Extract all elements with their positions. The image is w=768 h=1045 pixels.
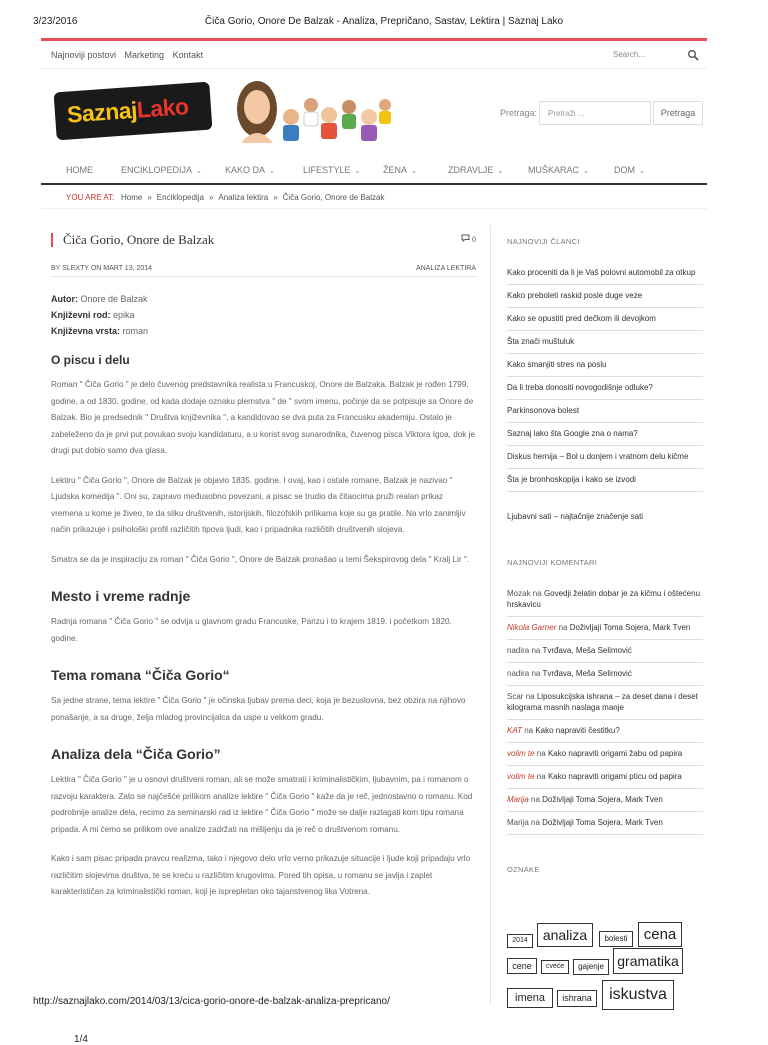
comment-joiner: na xyxy=(558,623,568,632)
comment-joiner: na xyxy=(531,646,541,655)
top-nav-link-marketing[interactable]: Marketing xyxy=(124,50,165,60)
field-label: Autor: xyxy=(51,294,78,304)
tag-link[interactable]: analiza xyxy=(537,923,593,947)
comment-joiner: na xyxy=(525,692,535,701)
chevron-down-icon: ⌄ xyxy=(411,168,417,175)
recent-post-link[interactable]: Da li treba donositi novogodišnje odluke? xyxy=(507,377,703,400)
breadcrumb-home[interactable]: Home xyxy=(121,193,143,202)
breadcrumb-analiza-lektira[interactable]: Analiza lektira xyxy=(218,193,269,202)
comment-author: Scar xyxy=(507,692,524,701)
chevron-down-icon: ⌄ xyxy=(196,168,202,175)
comment-post-link[interactable]: Kako napraviti origami žabu od papira xyxy=(547,749,683,758)
nav-item-home[interactable] xyxy=(66,165,93,175)
comment-author: nadira xyxy=(507,669,530,678)
tag-cloud xyxy=(507,890,703,1004)
print-title: Čiča Gorio, Onore De Balzak - Analiza, Prepričano, Sastav, Lektira | Saznaj Lako xyxy=(204,16,564,27)
comment-author: nadira xyxy=(507,646,530,655)
byline-date: ON MART 13, 2014 xyxy=(90,265,153,272)
recent-posts-list xyxy=(507,262,703,528)
nav-item-zena[interactable] xyxy=(383,165,417,175)
nav-item-label: KAKO DA xyxy=(225,165,266,175)
tag-link[interactable]: ishrana xyxy=(557,990,597,1007)
nav-item-label: ZDRAVLJE xyxy=(448,165,494,175)
comment-item xyxy=(507,720,703,743)
recent-post-link[interactable]: Šta znači muštuluk xyxy=(507,331,703,354)
recent-post-link[interactable]: Šta je bronhoskopija i kako se izvodi xyxy=(507,469,703,492)
tag-link[interactable]: cene xyxy=(507,958,537,974)
comment-post-link[interactable]: Kako napraviti origami pticu od papira xyxy=(547,772,682,781)
breadcrumb-separator-icon: » xyxy=(208,193,214,202)
nav-item-label: LIFESTYLE xyxy=(303,165,351,175)
field-label: Književna vrsta: xyxy=(51,326,121,336)
nav-item-label: MUŠKARAC xyxy=(528,165,580,175)
breadcrumb-path xyxy=(121,193,384,202)
header-search-placeholder: Pretraži ... xyxy=(548,109,585,118)
field-type xyxy=(51,323,476,339)
breadcrumb-label: YOU ARE AT: xyxy=(66,193,115,202)
chevron-down-icon: ⌄ xyxy=(354,168,361,175)
article-category[interactable]: ANALIZA LEKTIRA xyxy=(416,265,476,272)
comment-item xyxy=(507,663,703,686)
comment-post-link[interactable]: Kako napraviti čestitku? xyxy=(535,726,620,735)
section-heading: O piscu i delu xyxy=(51,353,130,367)
comment-item xyxy=(507,766,703,789)
recent-post-link[interactable]: Kako proceniti da li je Vaš polovni automobil za otkup xyxy=(507,262,703,285)
search-icon[interactable] xyxy=(687,49,699,61)
comment-author[interactable]: volim te xyxy=(507,749,535,758)
header-people-illustration xyxy=(227,75,395,143)
field-author xyxy=(51,291,476,307)
field-genre xyxy=(51,307,476,323)
byline-prefix: BY xyxy=(51,265,61,272)
nav-item-label: HOME xyxy=(66,165,93,175)
recent-post-link[interactable]: Kako smanjiti stres na poslu xyxy=(507,354,703,377)
nav-item-label: ENCIKLOPEDIJA xyxy=(121,165,193,175)
nav-item-label: ŽENA xyxy=(383,165,408,175)
logo-text-lako: Lako xyxy=(135,93,190,123)
recent-post-link[interactable]: Diskus hernija – Bol u donjem i vratnom delu kičme xyxy=(507,446,703,469)
comment-post-link[interactable]: Doživljaji Toma Sojera, Mark Tven xyxy=(542,818,663,827)
recent-post-link[interactable]: Ljubavni sati – najtačnije značenje sati xyxy=(507,512,644,521)
paragraph: Smatra se da je inspiraciju za roman " Čiča Gorio ", Onore de Balzak pronašao u temi Šekspirovog dela " Kralj Lir ". xyxy=(51,554,470,564)
comment-icon xyxy=(461,234,470,242)
article-meta xyxy=(51,247,476,277)
brand-header xyxy=(41,69,707,153)
comment-joiner: na xyxy=(531,669,541,678)
breadcrumb xyxy=(41,185,707,209)
recent-post-link[interactable]: Saznaj lako šta Google zna o nama? xyxy=(507,423,703,446)
nav-item-label: DOM xyxy=(614,165,635,175)
print-date: 3/23/2016 xyxy=(33,16,78,27)
comment-author[interactable]: Nikola Garner xyxy=(507,623,557,632)
nav-item-dom[interactable] xyxy=(614,165,645,175)
main-nav xyxy=(41,153,707,185)
top-nav-links xyxy=(51,50,209,60)
paragraph: Kako i sam pisac pripada pravcu realizma, tako i njegovo delo vrlo verno prikazuje situacije i ljude koji pripadaju vrlo različitim slojevima društva, te se kreću u različitim krugovima. Pored tih opisa, u romanu se javlja i zaplet karakterističan za kriminalistički roman, koji je isprepletan oko tajanstvenog lika Votrena. xyxy=(51,854,471,896)
comment-count[interactable] xyxy=(461,233,476,247)
paragraph: Radnja romana " Čiča Gorio " se odvija u glavnom gradu Francuske, Parizu i to krajem 1819. i početkom 1820. godine. xyxy=(51,617,452,643)
paragraph: Lektiru " Čiča Gorio ", Onore de Balzak je objavio 1835. godine. I ovaj, kao i ostale romane, Balzak je nazivao " Ljudska komedija ". Oni su, zapravo međusobno povezani, a pisac se trudio da čitaocima pruži realan prikaz vremena u kome je živeo, te da sliku društvenih, istorijskih, filozofskih prilikama koje su ga pratile. Na vrlo zanimljiv način prikazuje i psihološki profil različitih tipova ljudi, kao i pripadnika različitih društvenih slojeva. xyxy=(51,475,466,534)
site-logo[interactable] xyxy=(54,82,213,141)
recent-post-link[interactable]: Kako se opustiti pred dečkom ili devojkom xyxy=(507,308,703,331)
nav-item-zdravlje[interactable] xyxy=(448,165,503,175)
comment-joiner: na xyxy=(531,818,540,827)
paragraph: Sa jedne strane, tema lektire " Čiča Gorio " je očinska ljubav prema deci, koja je bezuslovna, bez obzira na njihovo ponašanje, a sa druge, želja mladog provincijalca da uspe u velikom gradu. xyxy=(51,696,466,722)
article-title xyxy=(51,233,476,247)
tags-heading: OZNAKE xyxy=(507,865,540,874)
comment-post-link[interactable]: Tvrđava, Meša Selimović xyxy=(542,669,632,678)
tag-link[interactable]: cveće xyxy=(541,960,569,974)
logo-text-saznaj: Saznaj xyxy=(66,96,138,128)
comment-item xyxy=(507,789,703,812)
nav-item-lifestyle[interactable] xyxy=(303,165,360,175)
top-nav-link-contact[interactable]: Kontakt xyxy=(172,50,204,60)
comment-item xyxy=(507,812,703,835)
field-value: Onore de Balzak xyxy=(80,294,148,304)
top-search[interactable] xyxy=(607,45,703,65)
article xyxy=(51,225,476,914)
comment-post-link[interactable]: Doživljaji Toma Sojera, Mark Tven xyxy=(542,795,663,804)
comment-item xyxy=(507,686,703,720)
tag-link[interactable]: cena xyxy=(638,922,682,947)
comment-author[interactable]: volim te xyxy=(507,772,535,781)
comment-joiner: na xyxy=(524,726,534,735)
nav-item-enciklopedija[interactable] xyxy=(121,165,202,175)
tag-link[interactable]: bolesti xyxy=(599,931,633,947)
comment-author[interactable]: Marija xyxy=(507,795,529,804)
header-search-button[interactable]: Pretraga xyxy=(653,101,703,125)
top-nav xyxy=(41,41,707,69)
comment-item xyxy=(507,640,703,663)
comment-joiner: na xyxy=(531,795,540,804)
comment-author: Marija xyxy=(507,818,529,827)
recent-post-link[interactable]: Kako preboleti raskid posle duge veze xyxy=(507,285,703,308)
sidebar xyxy=(507,225,703,1004)
comment-joiner: na xyxy=(536,772,546,781)
recent-comments-list xyxy=(507,583,703,835)
page xyxy=(41,38,707,209)
breadcrumb-separator-icon: » xyxy=(273,193,278,202)
field-value: roman xyxy=(122,326,149,336)
comment-author: Mozak xyxy=(507,589,531,598)
breadcrumb-enciklopedija[interactable]: Enciklopedija xyxy=(156,193,204,202)
recent-posts-heading: NAJNOVIJI ČLANCI xyxy=(507,237,580,246)
comment-author[interactable]: KAT xyxy=(507,726,522,735)
comment-item xyxy=(507,617,703,640)
tag-link[interactable]: iskustva xyxy=(602,980,674,1010)
print-page-number: 1/4 xyxy=(74,1034,88,1045)
top-search-input[interactable]: Search... xyxy=(613,50,646,59)
chevron-down-icon: ⌄ xyxy=(269,168,275,175)
article-fields xyxy=(51,291,476,339)
section-heading: Tema romana “Čiča Gorio“ xyxy=(51,667,230,683)
nav-item-muskarac[interactable] xyxy=(528,165,589,175)
article-title-text: Čiča Gorio, Onore de Balzak xyxy=(63,232,215,247)
column-divider xyxy=(490,225,491,1005)
paragraph: Roman " Čiča Gorio " je delo čuvenog predstavnika realista u Francuskoj, Onore de Balzaka. Balzak je rođen 1799. godine, a od 1830. godine, od kada dodaje oznaku plemstva " de " svom imenu, počinje da se potpisuje sa Onore de Balzak. Bio je predsednik " Društva književnika ", a kandidovao se dva puta za Francusku akademiju. Ostalo je zabeleženo da je prvi put povukao svoju kandidaturu, a u korist svog sunarodnika, čuvenog pisca Viktora Igoa, dok je drugi put dobio samo dva glasa. xyxy=(51,380,476,455)
breadcrumb-current: Čiča Gorio, Onore de Balzak xyxy=(282,193,385,202)
comment-joiner: na xyxy=(536,749,546,758)
tag-link[interactable]: imena xyxy=(507,988,553,1008)
comment-post-link[interactable]: Tvrđava, Meša Selimović xyxy=(542,646,632,655)
comment-post-link[interactable]: Liposukcijska ishrana – za deset dana i deset kilograma masnih naslaga manje xyxy=(507,692,698,712)
byline xyxy=(51,265,152,272)
byline-author[interactable]: SLEXTY xyxy=(62,265,89,272)
nav-item-kako-da[interactable] xyxy=(225,165,275,175)
field-value: epika xyxy=(113,310,135,320)
recent-comments-heading: NAJNOVIJI KOMENTARI xyxy=(507,558,598,567)
tag-link[interactable]: 2014 xyxy=(507,934,533,948)
comment-count-value: 0 xyxy=(472,235,476,244)
recent-post-link[interactable]: Parkinsonova bolest xyxy=(507,400,703,423)
chevron-down-icon: ⌄ xyxy=(639,168,645,175)
comment-item xyxy=(507,583,703,617)
tag-link[interactable]: gajenje xyxy=(573,959,609,975)
header-search-label: Pretraga: xyxy=(499,108,537,118)
section-heading: Analiza dela “Čiča Gorio” xyxy=(51,746,221,762)
comment-joiner: na xyxy=(532,589,542,598)
breadcrumb-separator-icon: » xyxy=(147,193,152,202)
comment-post-link[interactable]: Doživljaji Toma Sojera, Mark Tven xyxy=(569,623,691,632)
top-nav-link-recent[interactable]: Najnoviji postovi xyxy=(51,50,117,60)
print-header xyxy=(33,16,735,30)
print-url: http://saznajlako.com/2014/03/13/cica-gorio-onore-de-balzak-analiza-prepricano/ xyxy=(33,996,390,1007)
field-label: Književni rod: xyxy=(51,310,111,320)
tag-link[interactable]: gramatika xyxy=(613,948,683,974)
section-heading: Mesto i vreme radnje xyxy=(51,588,191,604)
chevron-down-icon: ⌄ xyxy=(497,168,504,175)
paragraph: Lektira " Čiča Gorio " je u osnovi društveni roman, ali se može smatrati i kriminalističkim, ljubavnim, pa i romanom o razvoju karaktera. Zato se najčešće prilikom analize lektire " Čiča Gorio " kaže da je reč, jednostavno o romanu. Kod podrobnije analize dela, recimo za seminarski rad iz lektire " Čiča Gorio " može se dalje razlagati kom tipu romana pripada. A mi ćemo se prilikom ove analize zadržati na mišljenju da je reč o društvenom romanu. xyxy=(51,775,473,834)
header-search-input[interactable] xyxy=(539,101,651,125)
chevron-down-icon: ⌄ xyxy=(583,168,589,175)
comment-item xyxy=(507,743,703,766)
print-footer xyxy=(33,996,735,1045)
comment-post-link[interactable]: Govedji želatin dobar je za kičmu i oštećenu hrskavicu xyxy=(507,589,701,609)
